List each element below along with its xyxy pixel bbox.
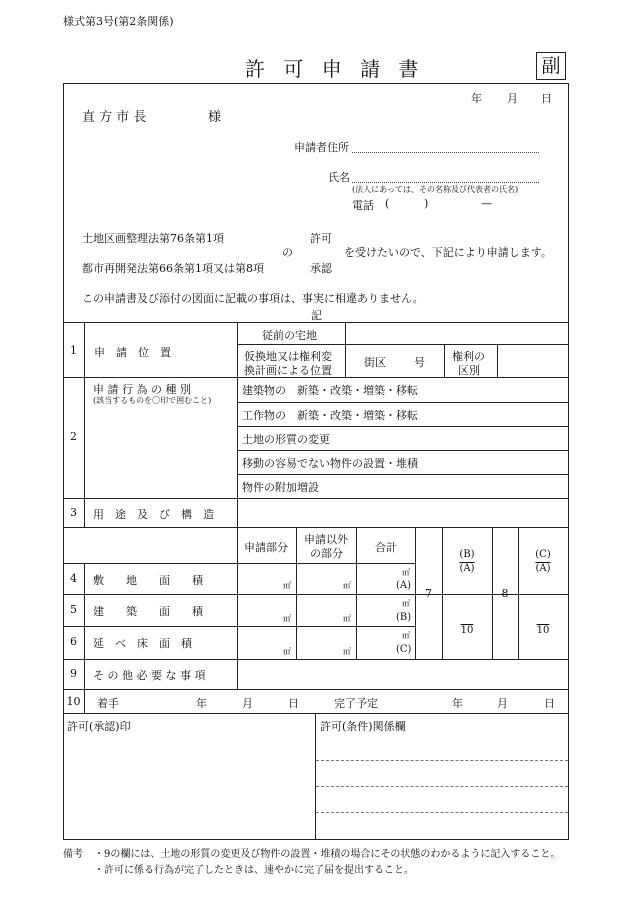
row-8-per: 10 [536, 625, 550, 636]
area-header-total: 合計 [375, 541, 397, 554]
ki-label: 記 [311, 309, 322, 322]
row-2-option-land: 土地の形質の変更 [242, 433, 330, 446]
row-5-unit-total: ㎡ [402, 599, 410, 608]
addressee-honorific: 様 [208, 110, 222, 125]
row-8-ratio-num: (C) [535, 549, 551, 560]
seal-box-label: 許可(承認)印 [67, 720, 131, 733]
addressee-name: 直 方 市 長 [82, 110, 147, 125]
row-4-unit-total: ㎡ [402, 568, 410, 577]
remarks-note-1: ・9の欄には、土地の形質の変更及び物件の設置・堆積の場合にその状態のわかるように記入すること。 [94, 849, 561, 860]
row-8-num: 8 [501, 587, 509, 600]
row-2-num: 2 [70, 430, 77, 443]
row-1-right-1: 権利の [452, 350, 485, 363]
row-7-ratio-num: (B) [459, 549, 475, 560]
row-1-lot: 号 [414, 356, 425, 369]
area-header-applied: 申請部分 [244, 541, 288, 554]
applicant-name-note: (法人にあっては、その名称及び代表者の氏名) [352, 185, 519, 194]
phone-open: ( [385, 197, 390, 210]
row-9-num: 9 [70, 667, 77, 680]
row-5-mark: (B) [396, 612, 412, 623]
row-2-option-fixed-object: 移動の容易でない物件の設置・堆積 [242, 457, 418, 470]
row-6-num: 6 [70, 635, 77, 648]
remarks-note-2: ・許可に係る行為が完了したときは、速やかに完了届を提出すること。 [94, 865, 414, 876]
row-10-end-day: 日 [544, 697, 555, 710]
conditions-box-label: 許可(条件)関係欄 [320, 720, 406, 733]
row-10-start-year: 年 [196, 697, 207, 710]
page-title: 許 可 申 請 書 [245, 57, 425, 81]
row-6-unit-applied: ㎡ [283, 647, 291, 656]
row-2-note: (該当するものを〇印で囲むこと) [93, 396, 212, 405]
row-1-replot-1: 仮換地又は権利変 [244, 350, 332, 363]
phone-close: ) [424, 197, 429, 210]
row-1-replot-2: 換計画による位置 [244, 364, 332, 377]
row-6-label: 延 べ 床 面 積 [93, 637, 192, 650]
row-1-block: 街区 [364, 356, 386, 369]
row-5-label: 建 築 面 積 [93, 605, 203, 618]
date-year-label: 年 [471, 92, 482, 105]
law-line-2: 都市再開発法第66条第1項又は第8項 [82, 262, 264, 275]
row-1-label: 申 請 位 置 [94, 346, 171, 359]
row-8-ratio-den: (A) [535, 563, 551, 574]
row-1-num: 1 [70, 344, 77, 357]
row-2-option-structure: 工作物の 新築・改築・増築・移転 [242, 409, 418, 422]
row-10-end-year: 年 [452, 697, 463, 710]
row-6-unit-total: ㎡ [402, 631, 410, 640]
row-4-label: 敷 地 面 積 [93, 574, 203, 587]
row-2-option-addition: 物件の附加増設 [242, 481, 319, 494]
row-1-right-2: 区別 [458, 364, 480, 377]
row-4-num: 4 [70, 572, 77, 585]
copy-mark: 副 [536, 52, 566, 80]
law-request: を受けたいので、下記により申請します。 [344, 246, 552, 259]
law-permit: 許可 [310, 232, 332, 245]
form-number: 様式第3号(第2条関係) [63, 15, 174, 28]
row-5-num: 5 [70, 603, 77, 616]
row-5-unit-other: ㎡ [343, 614, 351, 623]
law-no: の [282, 246, 293, 259]
row-3-num: 3 [70, 506, 77, 519]
row-7-per: 10 [460, 625, 474, 636]
row-6-unit-other: ㎡ [343, 647, 351, 656]
date-day-label: 日 [541, 92, 552, 105]
row-4-unit-other: ㎡ [343, 581, 351, 590]
row-5-unit-applied: ㎡ [283, 614, 291, 623]
row-4-mark: (A) [396, 580, 412, 591]
row-6-mark: (C) [396, 644, 412, 655]
row-10-start-day: 日 [288, 697, 299, 710]
phone-label: 電話 [352, 199, 374, 212]
row-2-option-building: 建築物の 新築・改築・増築・移転 [242, 384, 418, 397]
row-7-num: 7 [425, 587, 432, 600]
law-approval: 承認 [310, 262, 332, 275]
date-month-label: 月 [507, 92, 518, 105]
declaration: この申請書及び添付の図面に記載の事項は、事実に相違ありません。 [82, 292, 424, 305]
row-10-start-month: 月 [242, 697, 253, 710]
phone-dash: — [481, 197, 492, 210]
row-10-end-month: 月 [497, 697, 508, 710]
applicant-name-label: 氏名 [328, 171, 350, 184]
row-3-label: 用 途 及 び 構 造 [93, 508, 214, 521]
remarks-label: 備考 [63, 849, 83, 860]
area-header-other-1: 申請以外 [304, 533, 348, 546]
applicant-address-label: 申請者住所 [294, 141, 349, 154]
row-7-ratio-den: (A) [459, 563, 475, 574]
row-2-label: 申 請 行 為 の 種 別 [93, 383, 191, 396]
area-header-other-2: の部分 [310, 547, 343, 560]
row-10-num: 10 [66, 695, 81, 708]
row-10-start: 着手 [97, 697, 119, 710]
law-line-1: 土地区画整理法第76条第1項 [82, 232, 224, 245]
row-4-unit-applied: ㎡ [283, 581, 291, 590]
row-9-label: そ の 他 必 要 な 事 項 [93, 669, 206, 682]
row-1-former: 従前の宅地 [262, 329, 317, 342]
row-10-planned: 完了予定 [334, 697, 378, 710]
